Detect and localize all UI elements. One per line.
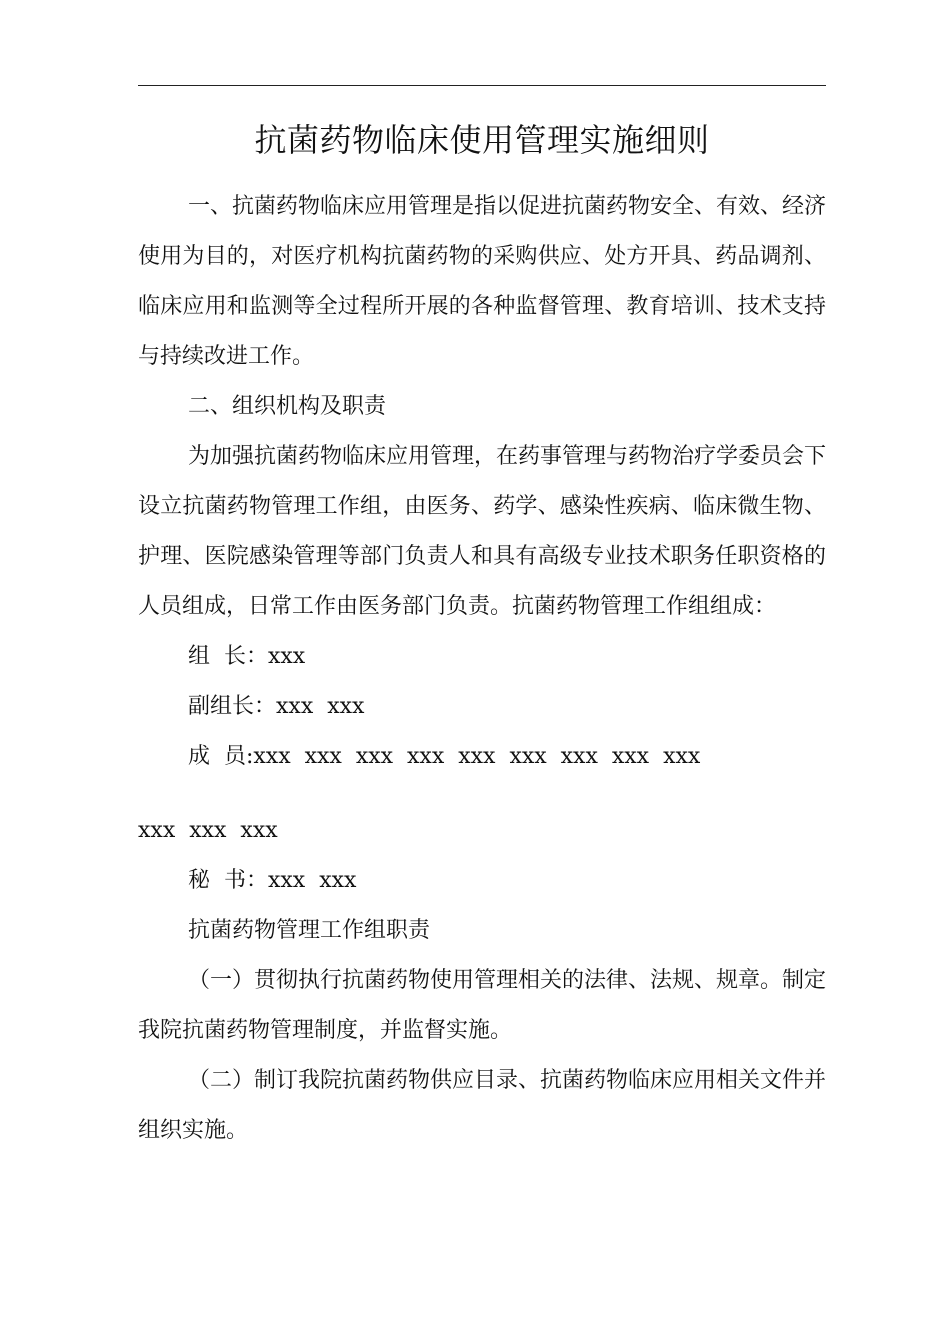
paragraph-definition: 一、抗菌药物临床应用管理是指以促进抗菌药物安全、有效、经济使用为目的，对医疗机构抗菌药物的采购供应、处方开具、药品调剂、临床应用和监测等全过程所开展的各种监督管理、教育培训、技术支持与持续改进工作。 xyxy=(138,194,827,369)
document-body xyxy=(138,182,826,1156)
member-leader: 组 长：xxx xyxy=(188,644,306,669)
member-list-continued: xxx xxx xxx xyxy=(138,818,278,843)
document-title: 抗菌药物临床使用管理实施细则 xyxy=(254,121,710,159)
duty-item-1: （一）贯彻执行抗菌药物使用管理相关的法律、法规、规章。制定我院抗菌药物管理制度，并监督实施。 xyxy=(138,968,827,1043)
member-list: 成 员:xxx xxx xxx xxx xxx xxx xxx xxx xxx xyxy=(188,744,701,769)
section-heading-duties: 抗菌药物管理工作组职责 xyxy=(188,918,431,943)
paragraph-working-group: 为加强抗菌药物临床应用管理，在药事管理与药物治疗学委员会下设立抗菌药物管理工作组，由医务、药学、感染性疾病、临床微生物、护理、医院感染管理等部门负责人和具有高级专业技术职务任职资格的人员组成，日常工作由医务部门负责。抗菌药物管理工作组组成： xyxy=(138,444,827,619)
member-secretary: 秘 书：xxx xxx xyxy=(188,868,357,893)
section-heading-organization: 二、组织机构及职责 xyxy=(188,394,387,419)
duty-item-2: （二）制订我院抗菌药物供应目录、抗菌药物临床应用相关文件并组织实施。 xyxy=(138,1068,827,1143)
member-deputy-leader: 副组长：xxx xxx xyxy=(188,694,365,719)
header-rule xyxy=(138,85,826,86)
